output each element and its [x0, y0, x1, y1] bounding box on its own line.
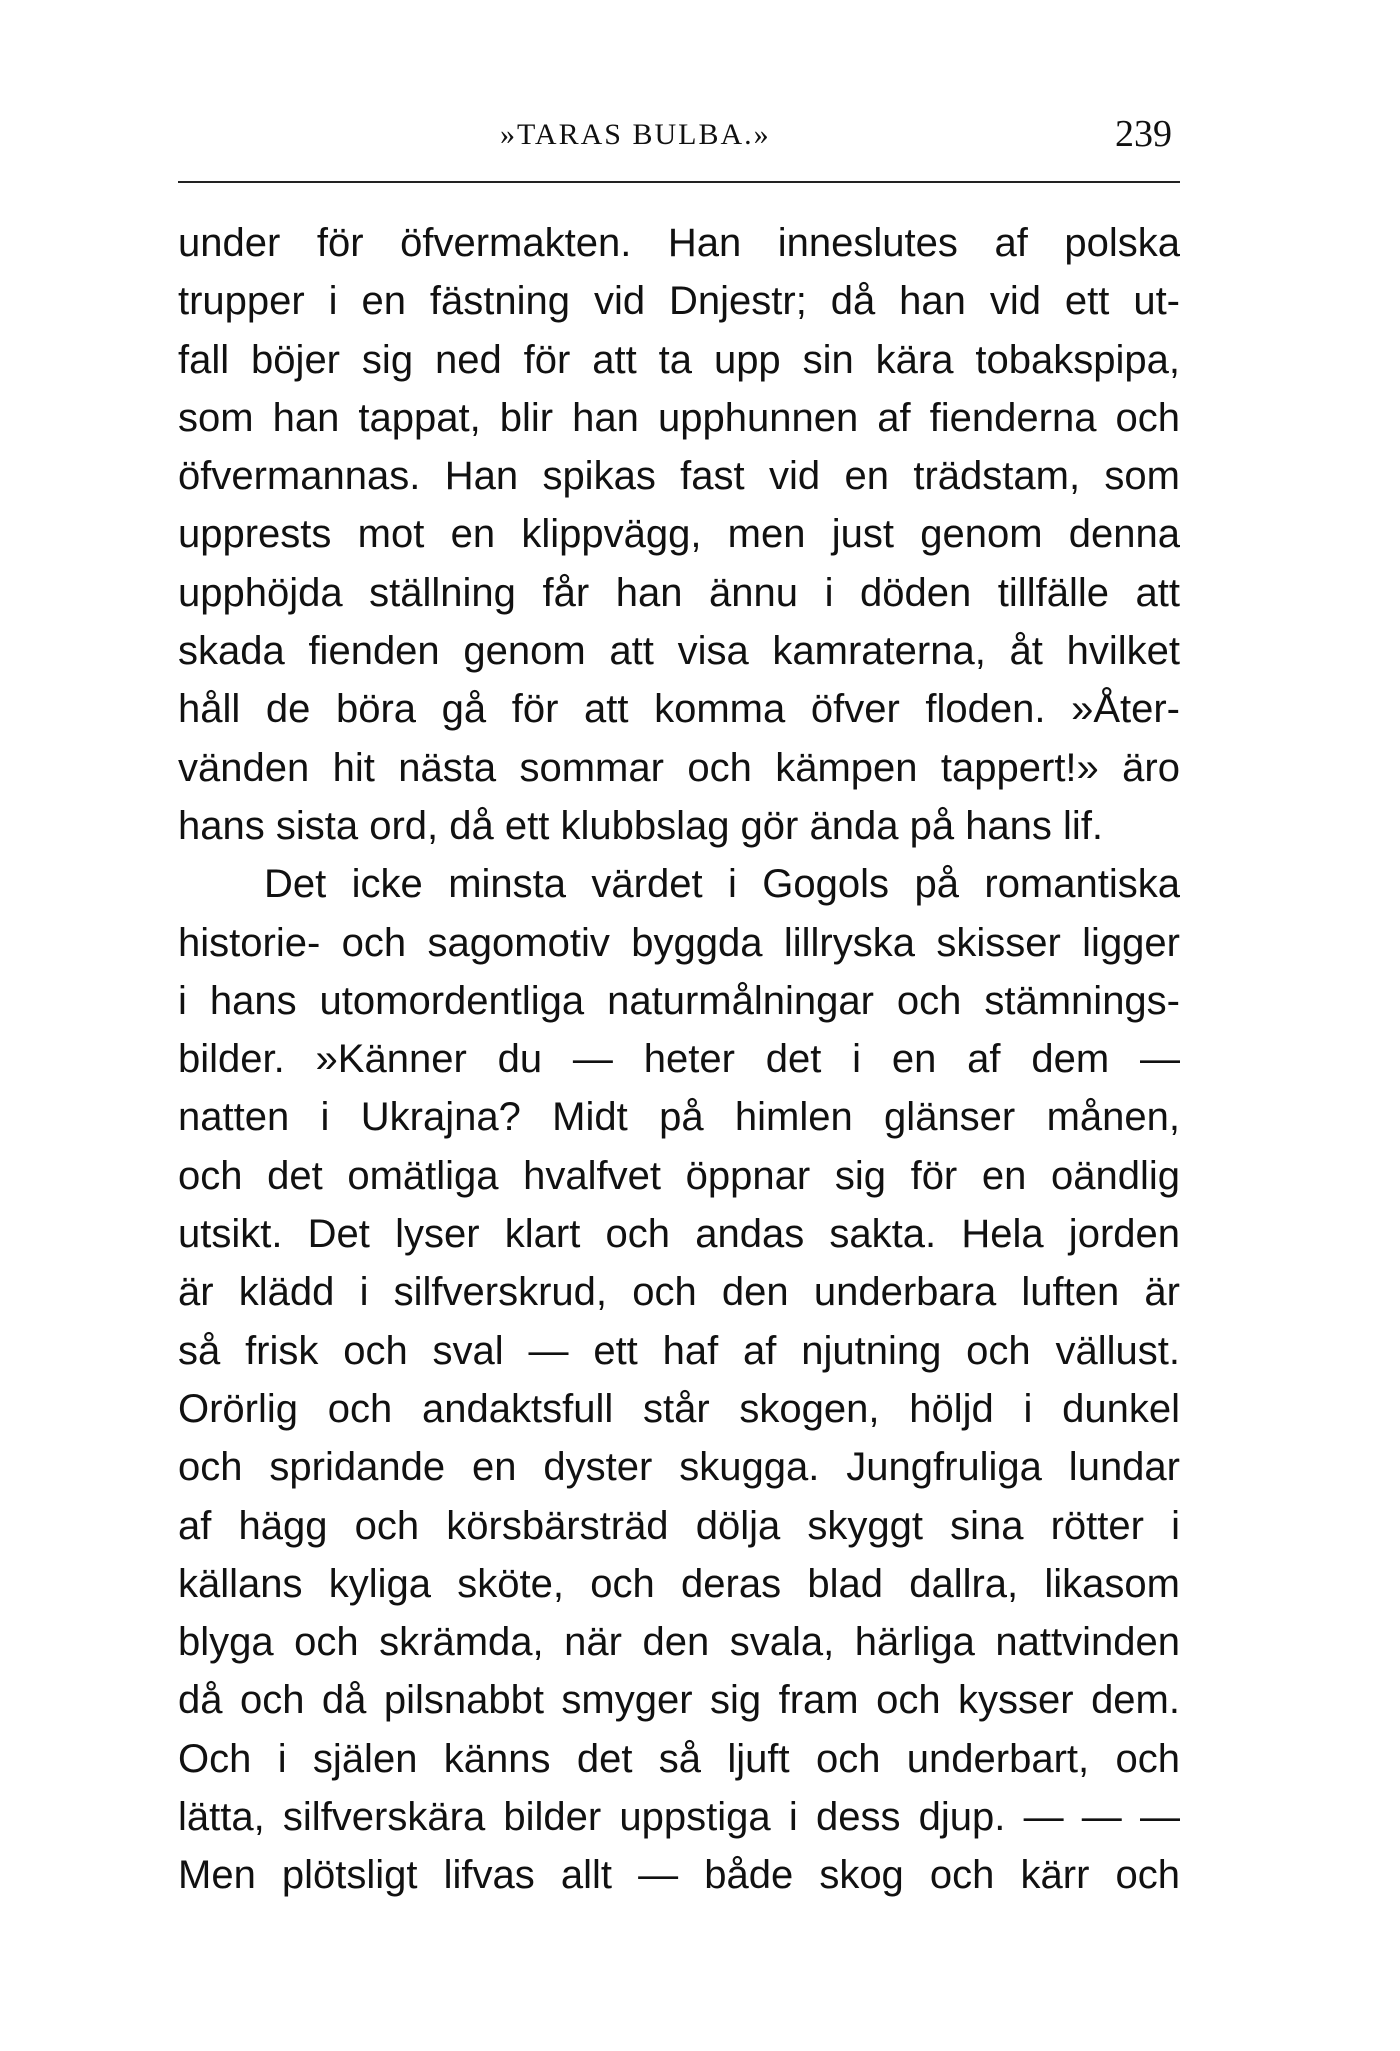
text-line: källans kyliga sköte, och deras blad dallra, likasom	[178, 1561, 1180, 1606]
text-line: Orörlig och andaktsfull står skogen, höljd i dunkel	[178, 1386, 1180, 1431]
text-line: lätta, silfverskära bilder uppstiga i dess djup. — — —	[178, 1795, 1180, 1840]
text-line: Men plötsligt lifvas allt — både skog och kärr och	[178, 1853, 1180, 1898]
text-line: som han tappat, blir han upphunnen af fienderna och	[178, 395, 1180, 440]
text-line: blyga och skrämda, när den svala, härliga nattvinden	[178, 1620, 1180, 1665]
text-line: af hägg och körsbärsträd dölja skyggt sina rötter i	[178, 1503, 1180, 1548]
text-line: öfvermannas. Han spikas fast vid en trädstam, som	[178, 454, 1180, 499]
text-line: under för öfvermakten. Han inneslutes af polska	[178, 221, 1180, 265]
text-line: bilder. »Känner du — heter det i en af dem —	[178, 1037, 1180, 1082]
text-line: upphöjda ställning får han ännu i döden tillfälle att	[178, 570, 1180, 615]
text-line: och det omätliga hvalfvet öppnar sig för en oändlig	[178, 1153, 1180, 1198]
text-line: i hans utomordentliga naturmålningar och stämnings-	[178, 978, 1180, 1023]
header-rule	[178, 181, 1180, 183]
text-line: håll de böra gå för att komma öfver floden. »Åter-	[178, 687, 1180, 732]
page-number: 239	[1115, 113, 1172, 155]
running-title: »TARAS BULBA.»	[500, 118, 771, 151]
text-line: och spridande en dyster skugga. Jungfruliga lundar	[178, 1445, 1180, 1490]
text-line: är klädd i silfverskrud, och den underbara luften är	[178, 1270, 1180, 1315]
text-line: natten i Ukrajna? Midt på himlen glänser månen,	[178, 1095, 1180, 1140]
text-line: fall böjer sig ned för att ta upp sin kära tobakspipa,	[178, 337, 1180, 382]
text-line: då och då pilsnabbt smyger sig fram och kysser dem.	[178, 1678, 1180, 1723]
paragraph-end-line: hans sista ord, då ett klubbslag gör ända på hans lif.	[178, 803, 1104, 848]
text-line: trupper i en fästning vid Dnjestr; då han vid ett ut-	[178, 279, 1180, 324]
text-line: upprests mot en klippvägg, men just genom denna	[178, 512, 1180, 557]
text-line: historie- och sagomotiv byggda lillryska skisser ligger	[178, 920, 1180, 965]
text-line: skada fienden genom att visa kamraterna, åt hvilket	[178, 629, 1180, 674]
text-line: Och i själen känns det så ljuft och underbart, och	[178, 1736, 1180, 1781]
paragraph-start-line: Det icke minsta värdet i Gogols på romantiska	[264, 862, 1180, 907]
text-line: utsikt. Det lyser klart och andas sakta. Hela jorden	[178, 1212, 1180, 1257]
text-line: så frisk och sval — ett haf af njutning och vällust.	[178, 1328, 1180, 1373]
running-header	[178, 110, 1180, 166]
text-line: vänden hit nästa sommar och kämpen tappert!» äro	[178, 745, 1180, 790]
body-text	[178, 214, 1180, 1905]
